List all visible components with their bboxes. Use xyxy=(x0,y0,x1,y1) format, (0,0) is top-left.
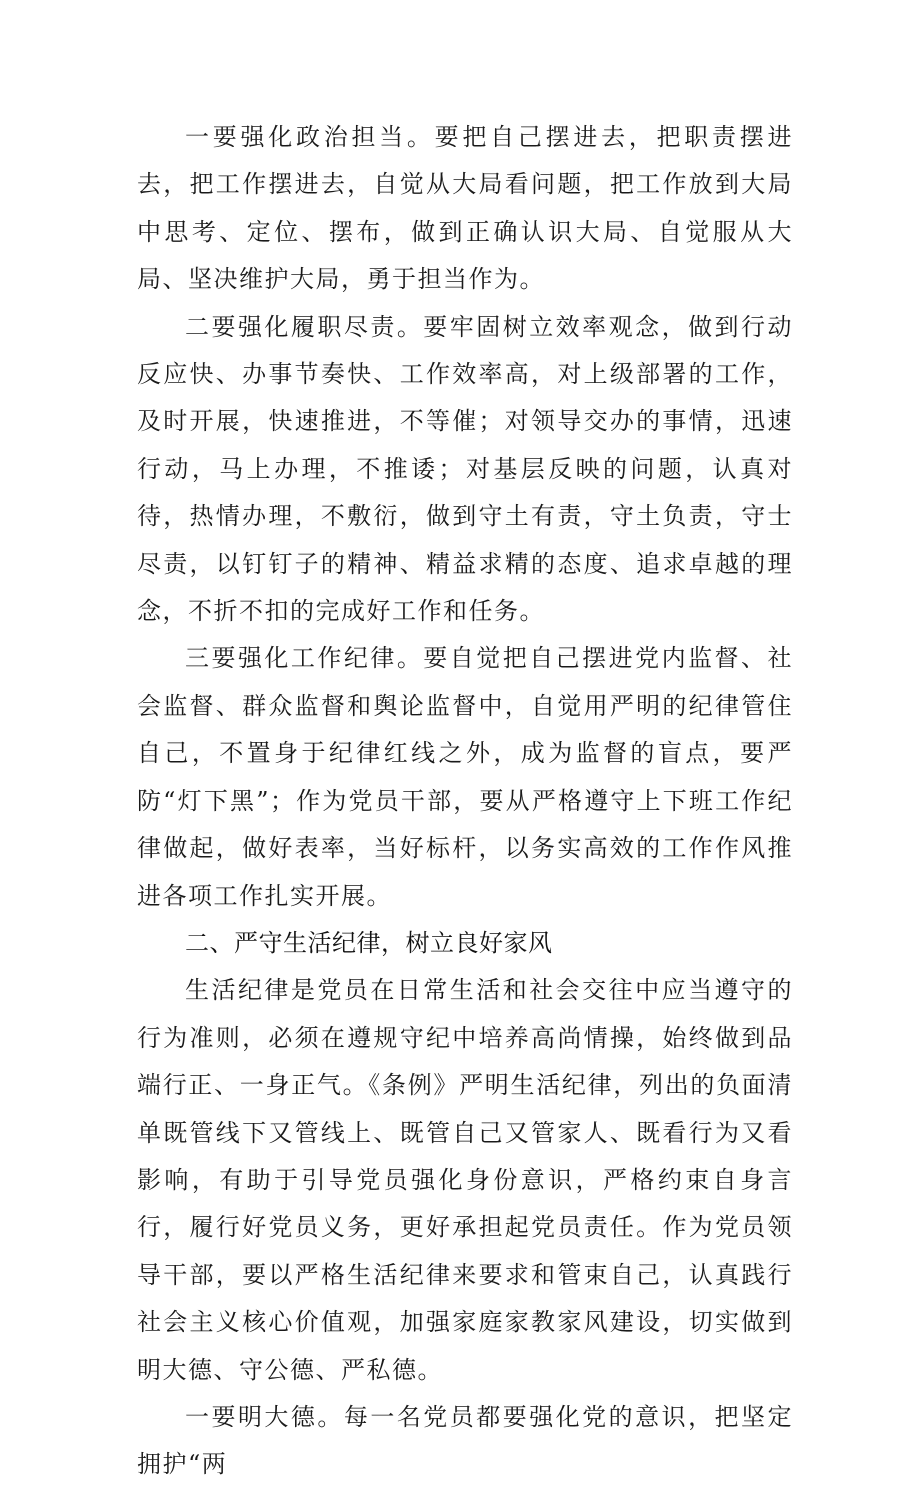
section-heading-life-discipline: 二、严守生活纪律，树立良好家风 xyxy=(185,928,553,957)
paragraph-work-discipline: 三要强化工作纪律。要自觉把自己摆进党内监督、社会监督、群众监督和舆论监督中，自觉用严明的纪律管住自己，不置身于纪律红线之外，成为监督的盲点，要严防“灯下黑”；作为党员干部，要从严格遵守上下班工作纪律做起，做好表率，当好标杆，以务实高效的工作作风推进各项工作扎实开展。 xyxy=(137,644,793,910)
paragraph-great-virtue: 一要明大德。每一名党员都要强化党的意识，把坚定拥护“两 xyxy=(137,1402,793,1479)
paragraph-political-responsibility: 一要强化政治担当。要把自己摆进去，把职责摆进去，把工作摆进去，自觉从大局看问题，把工作放到大局中思考、定位、摆布，做到正确认识大局、自觉服从大局、坚决维护大局，勇于担当作为。 xyxy=(137,123,793,294)
paragraph-duty-performance: 二要强化履职尽责。要牢固树立效率观念，做到行动反应快、办事节奏快、工作效率高，对上级部署的工作，及时开展，快速推进，不等催；对领导交办的事情，迅速行动，马上办理，不推诿；对基层反映的问题，认真对待，热情办理，不敷衍，做到守土有责，守土负责，守士尽责，以钉钉子的精神、精益求精的态度、追求卓越的理念，不折不扣的完成好工作和任务。 xyxy=(137,312,793,626)
paragraph-life-discipline: 生活纪律是党员在日常生活和社会交往中应当遵守的行为准则，必须在遵规守纪中培养高尚情操，始终做到品端行正、一身正气。《条例》严明生活纪律，列出的负面清单既管线下又管线上、既管自己又管家人、既看行为又看影响，有助于引导党员强化身份意识，严格约束自身言行，履行好党员义务，更好承担起党员责任。作为党员领导干部，要以严格生活纪律来要求和管束自己，认真践行社会主义核心价值观，加强家庭家教家风建设，切实做到明大德、守公德、严私德。 xyxy=(137,976,793,1384)
document-body xyxy=(137,114,793,1489)
